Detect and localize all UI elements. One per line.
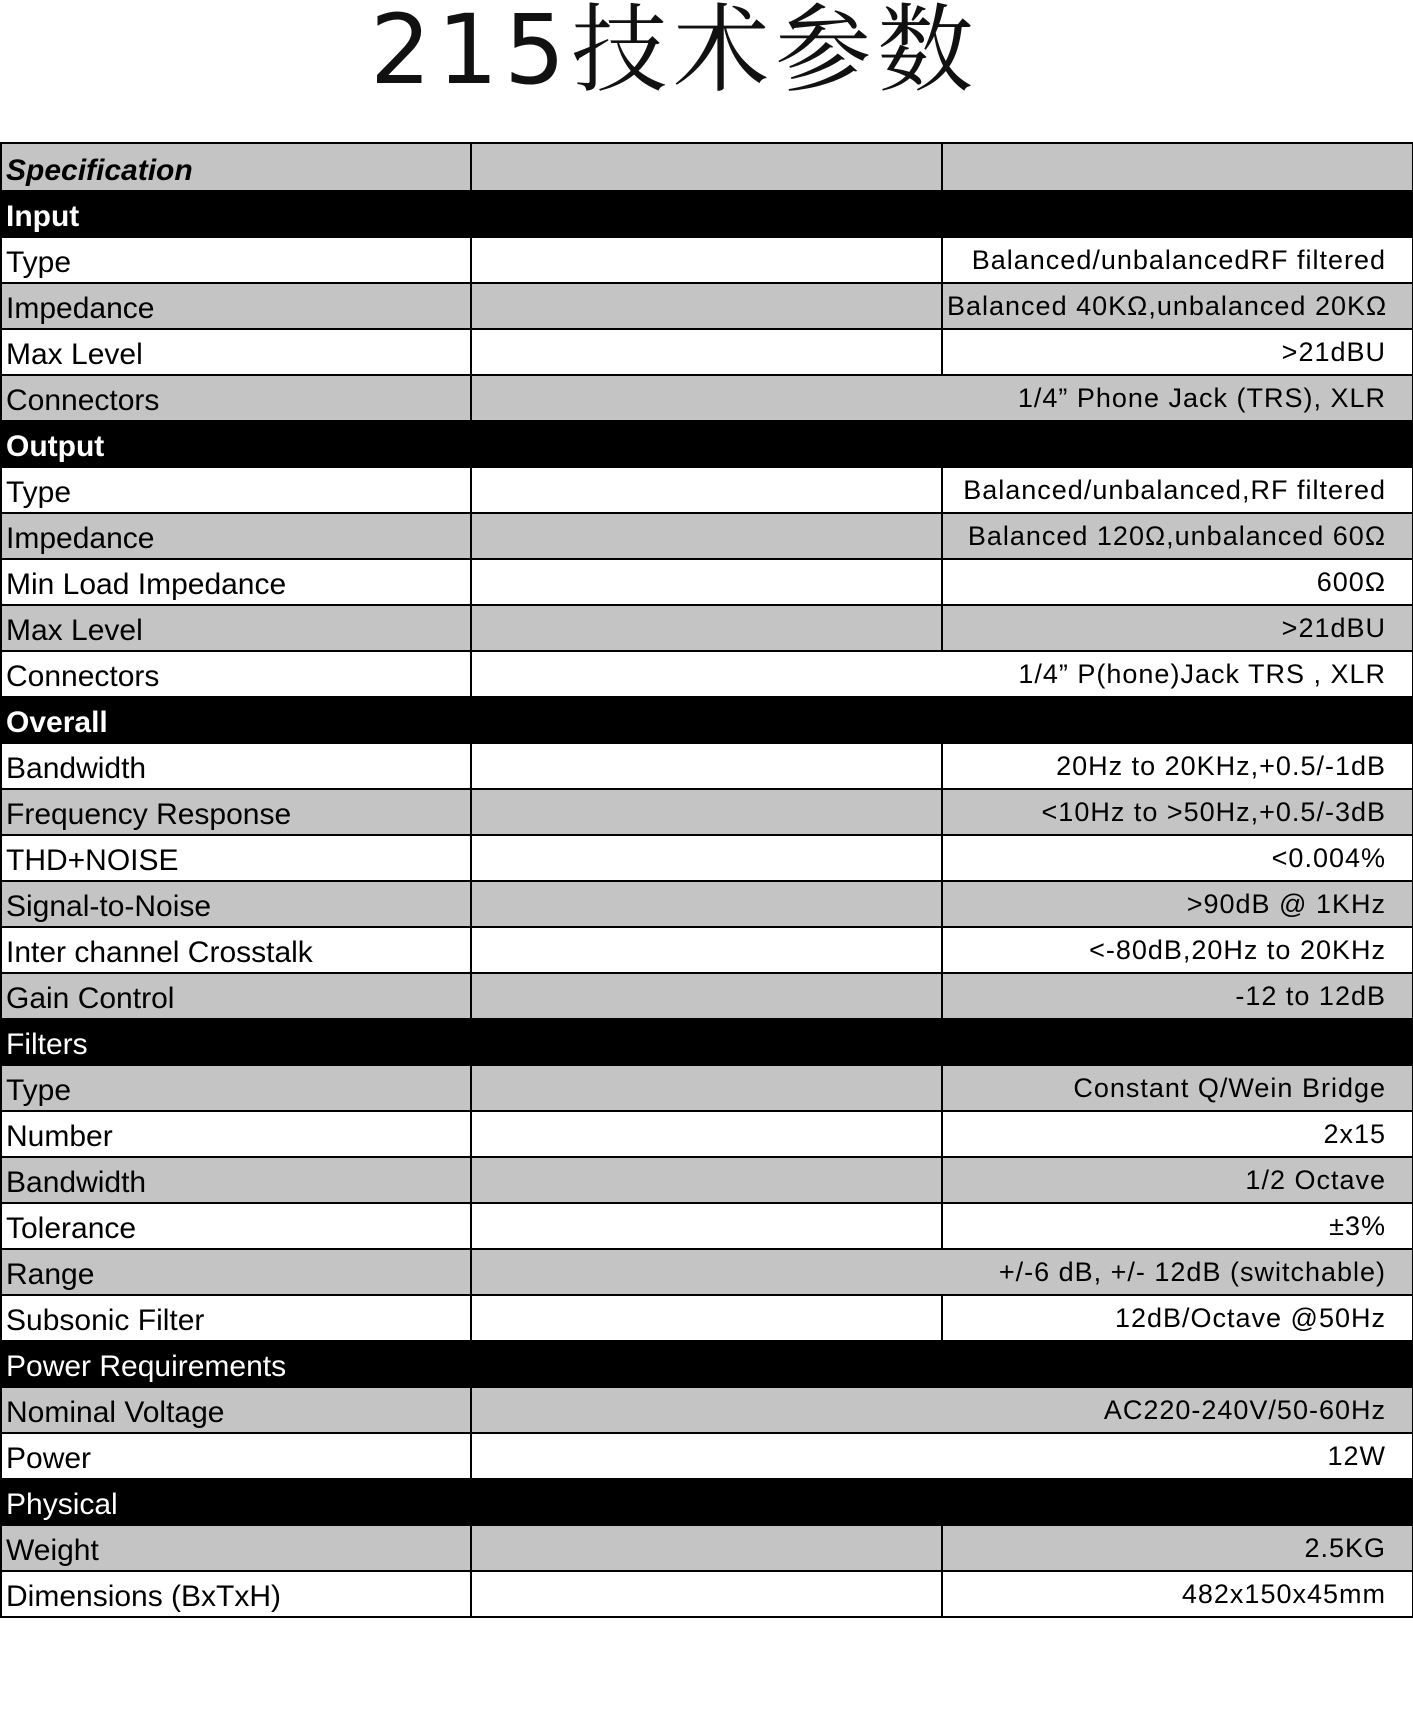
row-value: 1/4” Phone Jack (TRS), XLR [471, 375, 1413, 421]
row-value: 1/4” P(hone)Jack TRS , XLR [471, 651, 1413, 697]
row-value: 2x15 [942, 1111, 1413, 1157]
row-value: 12W [471, 1433, 1413, 1479]
empty-cell [471, 1571, 942, 1617]
row-label: THD+NOISE [1, 835, 471, 881]
row-label: Max Level [1, 605, 471, 651]
row-value: <0.004% [942, 835, 1413, 881]
spec-table [0, 142, 1413, 1618]
table-row [1, 1433, 1413, 1479]
header-empty-cell [471, 143, 942, 191]
row-value: AC220-240V/50-60Hz [471, 1387, 1413, 1433]
row-label: Number [1, 1111, 471, 1157]
row-value: Balanced/unbalanced,RF filtered [942, 467, 1413, 513]
empty-cell [471, 1203, 942, 1249]
empty-cell [471, 881, 942, 927]
row-label: Dimensions (BxTxH) [1, 1571, 471, 1617]
table-row [1, 559, 1413, 605]
row-label: Tolerance [1, 1203, 471, 1249]
table-row [1, 881, 1413, 927]
empty-cell [471, 513, 942, 559]
table-row [1, 1295, 1413, 1341]
row-label: Impedance [1, 283, 471, 329]
row-label: Gain Control [1, 973, 471, 1019]
section-title: Power Requirements [1, 1341, 1413, 1387]
empty-cell [471, 1295, 942, 1341]
table-row [1, 329, 1413, 375]
table-row [1, 1571, 1413, 1617]
row-label: Type [1, 237, 471, 283]
row-label: Subsonic Filter [1, 1295, 471, 1341]
row-value: +/-6 dB, +/- 12dB (switchable) [471, 1249, 1413, 1295]
row-value: <10Hz to >50Hz,+0.5/-3dB [942, 789, 1413, 835]
table-row [1, 1249, 1413, 1295]
row-label: Max Level [1, 329, 471, 375]
table-row [1, 1525, 1413, 1571]
empty-cell [471, 559, 942, 605]
row-label: Range [1, 1249, 471, 1295]
row-label: Bandwidth [1, 743, 471, 789]
empty-cell [471, 743, 942, 789]
table-header-row [1, 143, 1413, 191]
section-title: Physical [1, 1479, 1413, 1525]
row-label: Signal-to-Noise [1, 881, 471, 927]
row-label: Connectors [1, 375, 471, 421]
table-row [1, 927, 1413, 973]
section-power [1, 1341, 1413, 1387]
table-row [1, 283, 1413, 329]
table-row [1, 1387, 1413, 1433]
table-row [1, 835, 1413, 881]
empty-cell [471, 605, 942, 651]
row-value: Balanced 120Ω,unbalanced 60Ω [942, 513, 1413, 559]
row-label: Impedance [1, 513, 471, 559]
empty-cell [471, 237, 942, 283]
row-value: Constant Q/Wein Bridge [942, 1065, 1413, 1111]
table-row [1, 513, 1413, 559]
row-value: 12dB/Octave @50Hz [942, 1295, 1413, 1341]
section-title: Input [1, 191, 1413, 237]
page-title: 215技术参数 [370, 0, 980, 106]
empty-cell [471, 1065, 942, 1111]
row-label: Power [1, 1433, 471, 1479]
table-row [1, 237, 1413, 283]
empty-cell [471, 789, 942, 835]
table-row [1, 1111, 1413, 1157]
specification-header: Specification [1, 143, 471, 191]
row-value: Balanced 40KΩ,unbalanced 20KΩ [942, 283, 1413, 329]
section-title: Filters [1, 1019, 1413, 1065]
table-row [1, 789, 1413, 835]
empty-cell [471, 467, 942, 513]
empty-cell [471, 1111, 942, 1157]
row-label: Nominal Voltage [1, 1387, 471, 1433]
row-value: -12 to 12dB [942, 973, 1413, 1019]
row-label: Weight [1, 1525, 471, 1571]
empty-cell [471, 973, 942, 1019]
empty-cell [471, 329, 942, 375]
row-label: Bandwidth [1, 1157, 471, 1203]
empty-cell [471, 927, 942, 973]
section-input [1, 191, 1413, 237]
table-row [1, 467, 1413, 513]
row-value: 600Ω [942, 559, 1413, 605]
section-title: Overall [1, 697, 1413, 743]
table-row [1, 651, 1413, 697]
row-value: ±3% [942, 1203, 1413, 1249]
row-label: Inter channel Crosstalk [1, 927, 471, 973]
row-value: 20Hz to 20KHz,+0.5/-1dB [942, 743, 1413, 789]
row-value: 1/2 Octave [942, 1157, 1413, 1203]
row-value: >90dB @ 1KHz [942, 881, 1413, 927]
row-label: Min Load Impedance [1, 559, 471, 605]
row-value: 482x150x45mm [942, 1571, 1413, 1617]
table-row [1, 375, 1413, 421]
section-output [1, 421, 1413, 467]
row-value: 2.5KG [942, 1525, 1413, 1571]
row-label: Frequency Response [1, 789, 471, 835]
empty-cell [471, 283, 942, 329]
empty-cell [471, 1525, 942, 1571]
row-label: Connectors [1, 651, 471, 697]
row-label: Type [1, 1065, 471, 1111]
section-title: Output [1, 421, 1413, 467]
empty-cell [471, 835, 942, 881]
section-filters [1, 1019, 1413, 1065]
row-value: <-80dB,20Hz to 20KHz [942, 927, 1413, 973]
table-row [1, 743, 1413, 789]
row-value: Balanced/unbalancedRF filtered [942, 237, 1413, 283]
table-row [1, 1203, 1413, 1249]
row-value: >21dBU [942, 329, 1413, 375]
table-row [1, 1065, 1413, 1111]
row-value: >21dBU [942, 605, 1413, 651]
section-physical [1, 1479, 1413, 1525]
table-row [1, 973, 1413, 1019]
table-row [1, 1157, 1413, 1203]
table-row [1, 605, 1413, 651]
section-overall [1, 697, 1413, 743]
header-empty-cell [942, 143, 1413, 191]
row-label: Type [1, 467, 471, 513]
empty-cell [471, 1157, 942, 1203]
